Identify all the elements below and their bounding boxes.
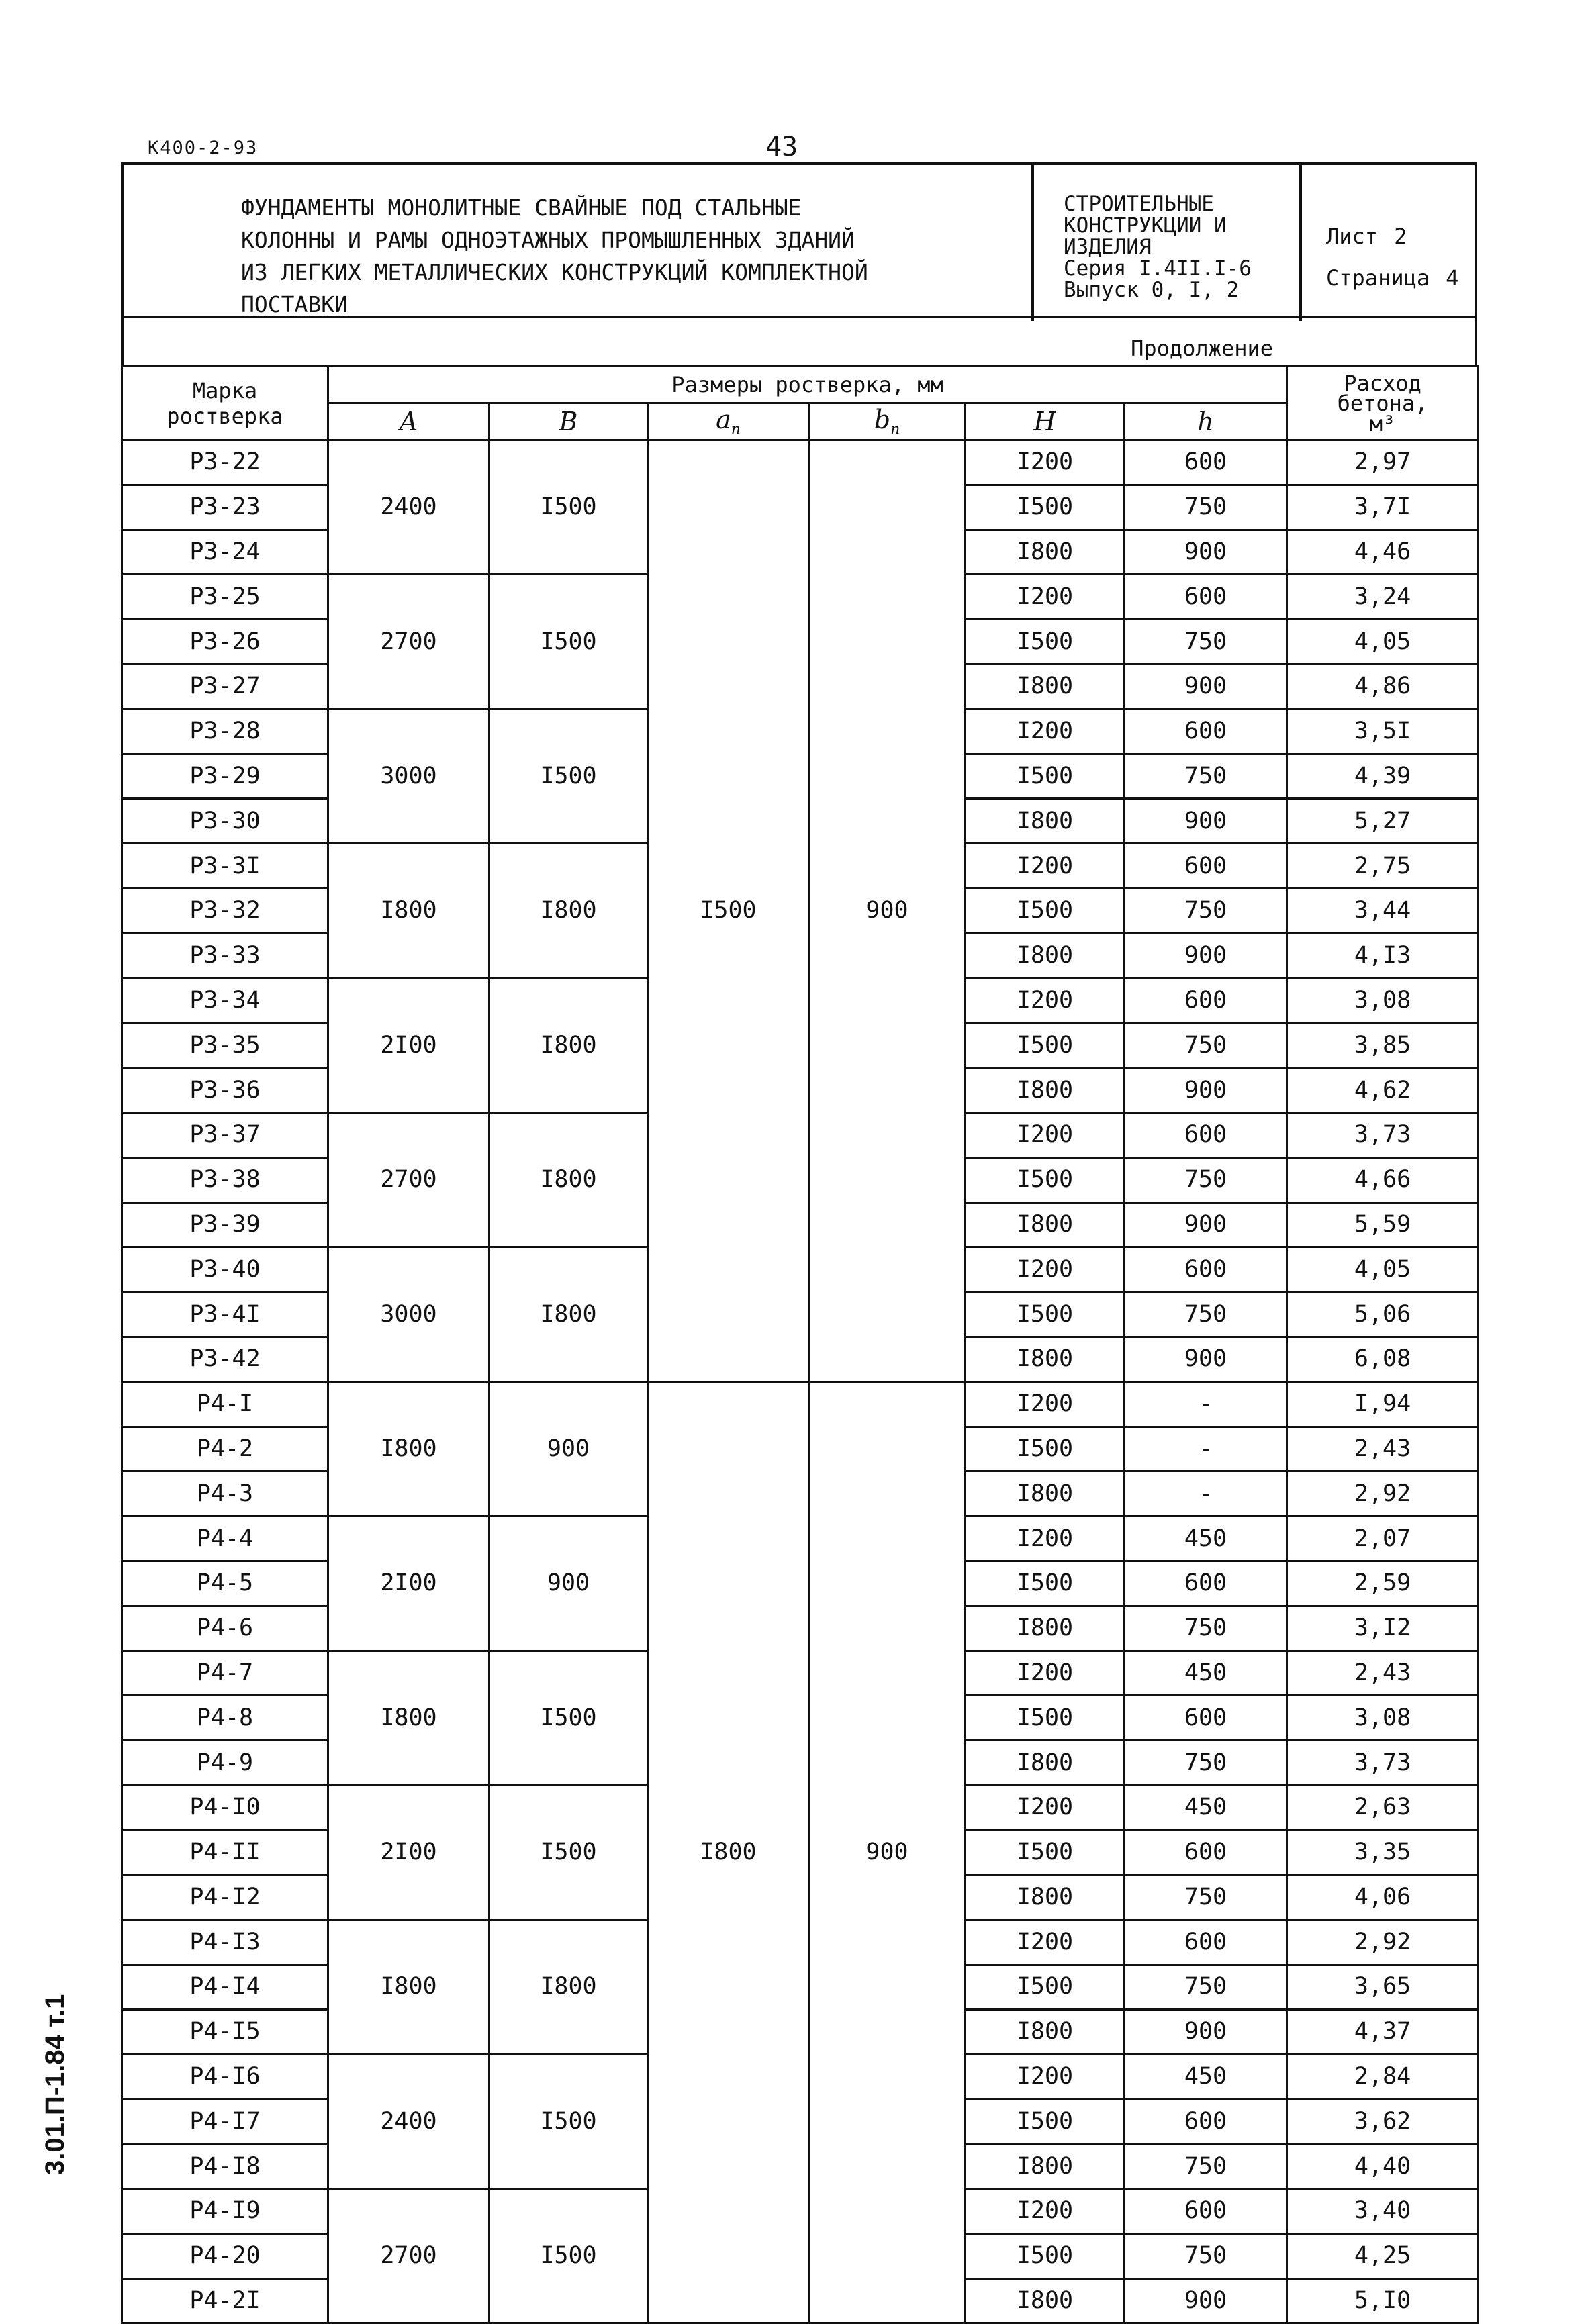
cell-H: I500 — [966, 1965, 1125, 2010]
col-H-header: H — [966, 403, 1125, 440]
cell-h: 750 — [1125, 2144, 1287, 2189]
cell-H: I200 — [966, 709, 1125, 754]
cell-B: I500 — [489, 2054, 648, 2188]
document-title — [124, 165, 1034, 321]
cell-A: 2I00 — [328, 1785, 489, 1919]
cell-b: 900 — [809, 440, 966, 1382]
cell-B: I500 — [489, 575, 648, 709]
row-mark: Р3-23 — [122, 485, 328, 530]
cell-H: I200 — [966, 1382, 1125, 1426]
cell-H: I500 — [966, 2233, 1125, 2278]
cell-B: I500 — [489, 1651, 648, 1785]
cell-concrete: 4,86 — [1287, 664, 1479, 709]
cell-H: I200 — [966, 1651, 1125, 1696]
cell-concrete: 2,07 — [1287, 1516, 1479, 1561]
cell-H: I500 — [966, 1023, 1125, 1068]
cell-H: I200 — [966, 1920, 1125, 1965]
page-value: 4 — [1446, 265, 1459, 291]
col-a-header: $a_п$ — [648, 403, 809, 440]
cell-concrete: 3,40 — [1287, 2189, 1479, 2234]
cell-concrete: 3,7I — [1287, 485, 1479, 530]
row-mark: Р3-36 — [122, 1068, 328, 1113]
document-code: К400-2-93 — [148, 138, 259, 158]
cell-h: 900 — [1125, 1337, 1287, 1382]
row-mark: Р4-6 — [122, 1606, 328, 1651]
cell-concrete: 2,92 — [1287, 1471, 1479, 1516]
cell-concrete: 4,05 — [1287, 620, 1479, 665]
cell-concrete: 2,75 — [1287, 844, 1479, 889]
cell-H: I800 — [966, 799, 1125, 844]
cell-h: 900 — [1125, 664, 1287, 709]
cell-A: I800 — [328, 1651, 489, 1785]
row-mark: Р4-8 — [122, 1696, 328, 1741]
row-mark: Р3-32 — [122, 888, 328, 933]
sheet-value: 2 — [1394, 224, 1407, 249]
cell-H: I500 — [966, 1561, 1125, 1606]
row-mark: Р4-2 — [122, 1426, 328, 1471]
cell-H: I500 — [966, 1830, 1125, 1875]
cell-H: I800 — [966, 1068, 1125, 1113]
cell-H: I500 — [966, 1696, 1125, 1741]
cell-h: 450 — [1125, 1785, 1287, 1830]
cell-H: I800 — [966, 2009, 1125, 2054]
row-mark: Р4-I0 — [122, 1785, 328, 1830]
cell-h: 750 — [1125, 1023, 1287, 1068]
category-line: СТРОИТЕЛЬНЫЕ — [1064, 192, 1214, 216]
cell-H: I200 — [966, 2054, 1125, 2099]
category-line: ИЗДЕЛИЯ — [1064, 235, 1152, 259]
cell-h: - — [1125, 1426, 1287, 1471]
title-line: КОЛОННЫ И РАМЫ ОДНОЭТАЖНЫХ ПРОМЫШЛЕННЫХ ЗДАНИЙ — [241, 227, 855, 253]
cell-h: 750 — [1125, 1157, 1287, 1202]
cell-concrete: I,94 — [1287, 1382, 1479, 1426]
cell-h: 600 — [1125, 1696, 1287, 1741]
cell-concrete: 3,62 — [1287, 2099, 1479, 2144]
row-mark: Р4-I3 — [122, 1920, 328, 1965]
cell-h: 600 — [1125, 1920, 1287, 1965]
cell-H: I200 — [966, 1247, 1125, 1292]
cell-A: 2I00 — [328, 1516, 489, 1651]
cell-B: I800 — [489, 1247, 648, 1382]
cell-B: I800 — [489, 1112, 648, 1247]
row-mark: Р4-I5 — [122, 2009, 328, 2054]
cell-h: 600 — [1125, 1830, 1287, 1875]
page-label: Страница — [1326, 265, 1430, 291]
row-mark: Р3-35 — [122, 1023, 328, 1068]
cell-H: I800 — [966, 2278, 1125, 2323]
cell-concrete: 4,25 — [1287, 2233, 1479, 2278]
cell-B: I800 — [489, 844, 648, 978]
cell-concrete: 4,62 — [1287, 1068, 1479, 1113]
cell-h: 600 — [1125, 978, 1287, 1023]
row-mark: Р3-37 — [122, 1112, 328, 1157]
sheet-label: Лист — [1326, 224, 1379, 249]
cell-A: 2700 — [328, 2189, 489, 2323]
cell-A: 3000 — [328, 1247, 489, 1382]
cell-h: 600 — [1125, 1561, 1287, 1606]
cell-concrete: 4,39 — [1287, 754, 1479, 799]
cell-h: 750 — [1125, 754, 1287, 799]
row-mark: Р4-I6 — [122, 2054, 328, 2099]
cell-h: 750 — [1125, 620, 1287, 665]
row-mark: Р3-24 — [122, 530, 328, 575]
issue-line: Выпуск 0, I, 2 — [1064, 278, 1240, 302]
cell-H: I200 — [966, 1112, 1125, 1157]
col-h-header: h — [1125, 403, 1287, 440]
cell-concrete: 5,06 — [1287, 1292, 1479, 1337]
row-mark: Р3-29 — [122, 754, 328, 799]
sheet-block — [1302, 165, 1480, 321]
series-line: Серия I.4II.I-6 — [1064, 256, 1252, 281]
cell-B: I500 — [489, 709, 648, 843]
foundation-table — [121, 365, 1479, 2324]
cell-H: I200 — [966, 978, 1125, 1023]
cell-concrete: 3,I2 — [1287, 1606, 1479, 1651]
cell-h: 600 — [1125, 440, 1287, 485]
cell-concrete: 4,06 — [1287, 1875, 1479, 1920]
cell-h: 600 — [1125, 2099, 1287, 2144]
cell-B: I500 — [489, 440, 648, 575]
cell-h: 900 — [1125, 1202, 1287, 1247]
table-row — [122, 1382, 1479, 1426]
row-mark: Р4-5 — [122, 1561, 328, 1606]
cell-B: I800 — [489, 1920, 648, 2054]
table-body — [122, 440, 1479, 2323]
row-mark: Р3-34 — [122, 978, 328, 1023]
cell-concrete: 3,73 — [1287, 1741, 1479, 1786]
title-block — [121, 162, 1477, 318]
row-mark: Р4-9 — [122, 1741, 328, 1786]
row-mark: Р3-26 — [122, 620, 328, 665]
cell-h: 900 — [1125, 530, 1287, 575]
continuation-row — [121, 318, 1477, 365]
continuation-label: Продолжение — [1131, 336, 1273, 361]
document-frame — [121, 162, 1477, 2315]
cell-concrete: 3,73 — [1287, 1112, 1479, 1157]
cell-h: 750 — [1125, 1741, 1287, 1786]
col-B-header: B — [489, 403, 648, 440]
cell-h: 450 — [1125, 1651, 1287, 1696]
row-mark: Р3-22 — [122, 440, 328, 485]
cell-concrete: 4,05 — [1287, 1247, 1479, 1292]
cell-A: I800 — [328, 1382, 489, 1516]
cell-h: 600 — [1125, 2189, 1287, 2234]
cell-H: I500 — [966, 620, 1125, 665]
cell-H: I200 — [966, 1785, 1125, 1830]
col-A-header: A — [328, 403, 489, 440]
row-mark: Р3-42 — [122, 1337, 328, 1382]
cell-concrete: 2,59 — [1287, 1561, 1479, 1606]
row-mark: Р3-38 — [122, 1157, 328, 1202]
row-mark: Р4-I4 — [122, 1965, 328, 2010]
row-mark: Р3-40 — [122, 1247, 328, 1292]
page-number: 43 — [765, 132, 798, 162]
cell-H: I800 — [966, 2144, 1125, 2189]
cell-A: I800 — [328, 844, 489, 978]
cell-a: I500 — [648, 440, 809, 1382]
row-mark: Р4-I9 — [122, 2189, 328, 2234]
cell-B: I800 — [489, 978, 648, 1112]
cell-A: 2700 — [328, 575, 489, 709]
cell-H: I200 — [966, 575, 1125, 620]
row-mark: Р3-39 — [122, 1202, 328, 1247]
cell-h: 900 — [1125, 799, 1287, 844]
cell-H: I500 — [966, 888, 1125, 933]
cell-H: I800 — [966, 1875, 1125, 1920]
cell-H: I500 — [966, 1426, 1125, 1471]
table-row — [122, 440, 1479, 485]
cell-a: I800 — [648, 1382, 809, 2323]
cell-H: I200 — [966, 2189, 1125, 2234]
cell-h: 750 — [1125, 485, 1287, 530]
row-mark: Р3-33 — [122, 933, 328, 978]
cell-A: 2I00 — [328, 978, 489, 1112]
row-mark: Р3-4I — [122, 1292, 328, 1337]
row-mark: Р4-I — [122, 1382, 328, 1426]
category-block — [1034, 165, 1302, 321]
cell-h: 900 — [1125, 2278, 1287, 2323]
cell-h: 750 — [1125, 1292, 1287, 1337]
cell-A: 2400 — [328, 440, 489, 575]
cell-concrete: 4,40 — [1287, 2144, 1479, 2189]
row-mark: Р4-3 — [122, 1471, 328, 1516]
row-mark: Р3-25 — [122, 575, 328, 620]
cell-h: 900 — [1125, 1068, 1287, 1113]
cell-H: I800 — [966, 1741, 1125, 1786]
row-mark: Р4-4 — [122, 1516, 328, 1561]
cell-B: I500 — [489, 2189, 648, 2323]
cell-H: I200 — [966, 440, 1125, 485]
cell-h: 600 — [1125, 709, 1287, 754]
cell-H: I200 — [966, 844, 1125, 889]
cell-concrete: 3,35 — [1287, 1830, 1479, 1875]
cell-concrete: 3,65 — [1287, 1965, 1479, 2010]
cell-concrete: 5,I0 — [1287, 2278, 1479, 2323]
cell-H: I800 — [966, 664, 1125, 709]
cell-concrete: 4,66 — [1287, 1157, 1479, 1202]
cell-h: 900 — [1125, 2009, 1287, 2054]
cell-concrete: 4,I3 — [1287, 933, 1479, 978]
cell-concrete: 2,43 — [1287, 1651, 1479, 1696]
cell-A: 2700 — [328, 1112, 489, 1247]
title-line: ПОСТАВКИ — [241, 291, 348, 318]
cell-H: I200 — [966, 1516, 1125, 1561]
cell-h: 600 — [1125, 844, 1287, 889]
cell-h: 900 — [1125, 933, 1287, 978]
col-b-header: $b_п$ — [809, 403, 966, 440]
cell-concrete: 2,84 — [1287, 2054, 1479, 2099]
cell-h: 450 — [1125, 2054, 1287, 2099]
cell-concrete: 4,37 — [1287, 2009, 1479, 2054]
cell-H: I500 — [966, 1157, 1125, 1202]
cell-concrete: 2,92 — [1287, 1920, 1479, 1965]
cell-h: - — [1125, 1471, 1287, 1516]
cell-h: 600 — [1125, 1112, 1287, 1157]
cell-H: I800 — [966, 933, 1125, 978]
side-code: 3.01.П-1.84 т.1 — [40, 1994, 70, 2175]
title-line: ФУНДАМЕНТЫ МОНОЛИТНЫЕ СВАЙНЫЕ ПОД СТАЛЬНЫЕ — [241, 195, 802, 221]
cell-concrete: 5,59 — [1287, 1202, 1479, 1247]
cell-b: 900 — [809, 1382, 966, 2323]
row-mark: Р4-I2 — [122, 1875, 328, 1920]
cell-h: 750 — [1125, 888, 1287, 933]
cell-concrete: 2,43 — [1287, 1426, 1479, 1471]
cell-h: 750 — [1125, 1606, 1287, 1651]
cell-H: I800 — [966, 1202, 1125, 1247]
cell-concrete: 3,08 — [1287, 978, 1479, 1023]
cell-H: I500 — [966, 754, 1125, 799]
row-mark: Р3-28 — [122, 709, 328, 754]
cell-concrete: 4,46 — [1287, 530, 1479, 575]
cell-h: 600 — [1125, 1247, 1287, 1292]
title-line: ИЗ ЛЕГКИХ МЕТАЛЛИЧЕСКИХ КОНСТРУКЦИЙ КОМПЛЕКТНОЙ — [241, 259, 868, 285]
cell-H: I800 — [966, 1471, 1125, 1516]
cell-H: I500 — [966, 2099, 1125, 2144]
cell-concrete: 2,97 — [1287, 440, 1479, 485]
row-mark: Р4-7 — [122, 1651, 328, 1696]
cell-H: I800 — [966, 1606, 1125, 1651]
cell-A: I800 — [328, 1920, 489, 2054]
cell-H: I800 — [966, 1337, 1125, 1382]
cell-concrete: 5,27 — [1287, 799, 1479, 844]
row-mark: Р4-2I — [122, 2278, 328, 2323]
cell-B: 900 — [489, 1516, 648, 1651]
row-mark: Р4-I8 — [122, 2144, 328, 2189]
cell-h: 600 — [1125, 575, 1287, 620]
cell-A: 3000 — [328, 709, 489, 843]
cell-H: I500 — [966, 1292, 1125, 1337]
cell-A: 2400 — [328, 2054, 489, 2188]
cell-B: 900 — [489, 1382, 648, 1516]
cell-H: I500 — [966, 485, 1125, 530]
cell-concrete: 3,08 — [1287, 1696, 1479, 1741]
cell-h: 750 — [1125, 1965, 1287, 2010]
cell-concrete: 3,44 — [1287, 888, 1479, 933]
category-line: КОНСТРУКЦИИ И — [1064, 213, 1227, 238]
cell-concrete: 3,85 — [1287, 1023, 1479, 1068]
row-mark: Р4-II — [122, 1830, 328, 1875]
cell-H: I800 — [966, 530, 1125, 575]
cell-B: I500 — [489, 1785, 648, 1919]
cell-h: 750 — [1125, 2233, 1287, 2278]
cell-h: - — [1125, 1382, 1287, 1426]
mark-header: Марка ростверка — [122, 367, 328, 440]
cell-concrete: 6,08 — [1287, 1337, 1479, 1382]
row-mark: Р3-27 — [122, 664, 328, 709]
sizes-header: Размеры ростверка, мм — [328, 367, 1287, 403]
cell-h: 750 — [1125, 1875, 1287, 1920]
row-mark: Р4-20 — [122, 2233, 328, 2278]
row-mark: Р3-3I — [122, 844, 328, 889]
row-mark: Р4-I7 — [122, 2099, 328, 2144]
concrete-header: Расход бетона, м³ — [1287, 367, 1479, 440]
cell-concrete: 2,63 — [1287, 1785, 1479, 1830]
row-mark: Р3-30 — [122, 799, 328, 844]
cell-h: 450 — [1125, 1516, 1287, 1561]
cell-concrete: 3,5I — [1287, 709, 1479, 754]
cell-concrete: 3,24 — [1287, 575, 1479, 620]
